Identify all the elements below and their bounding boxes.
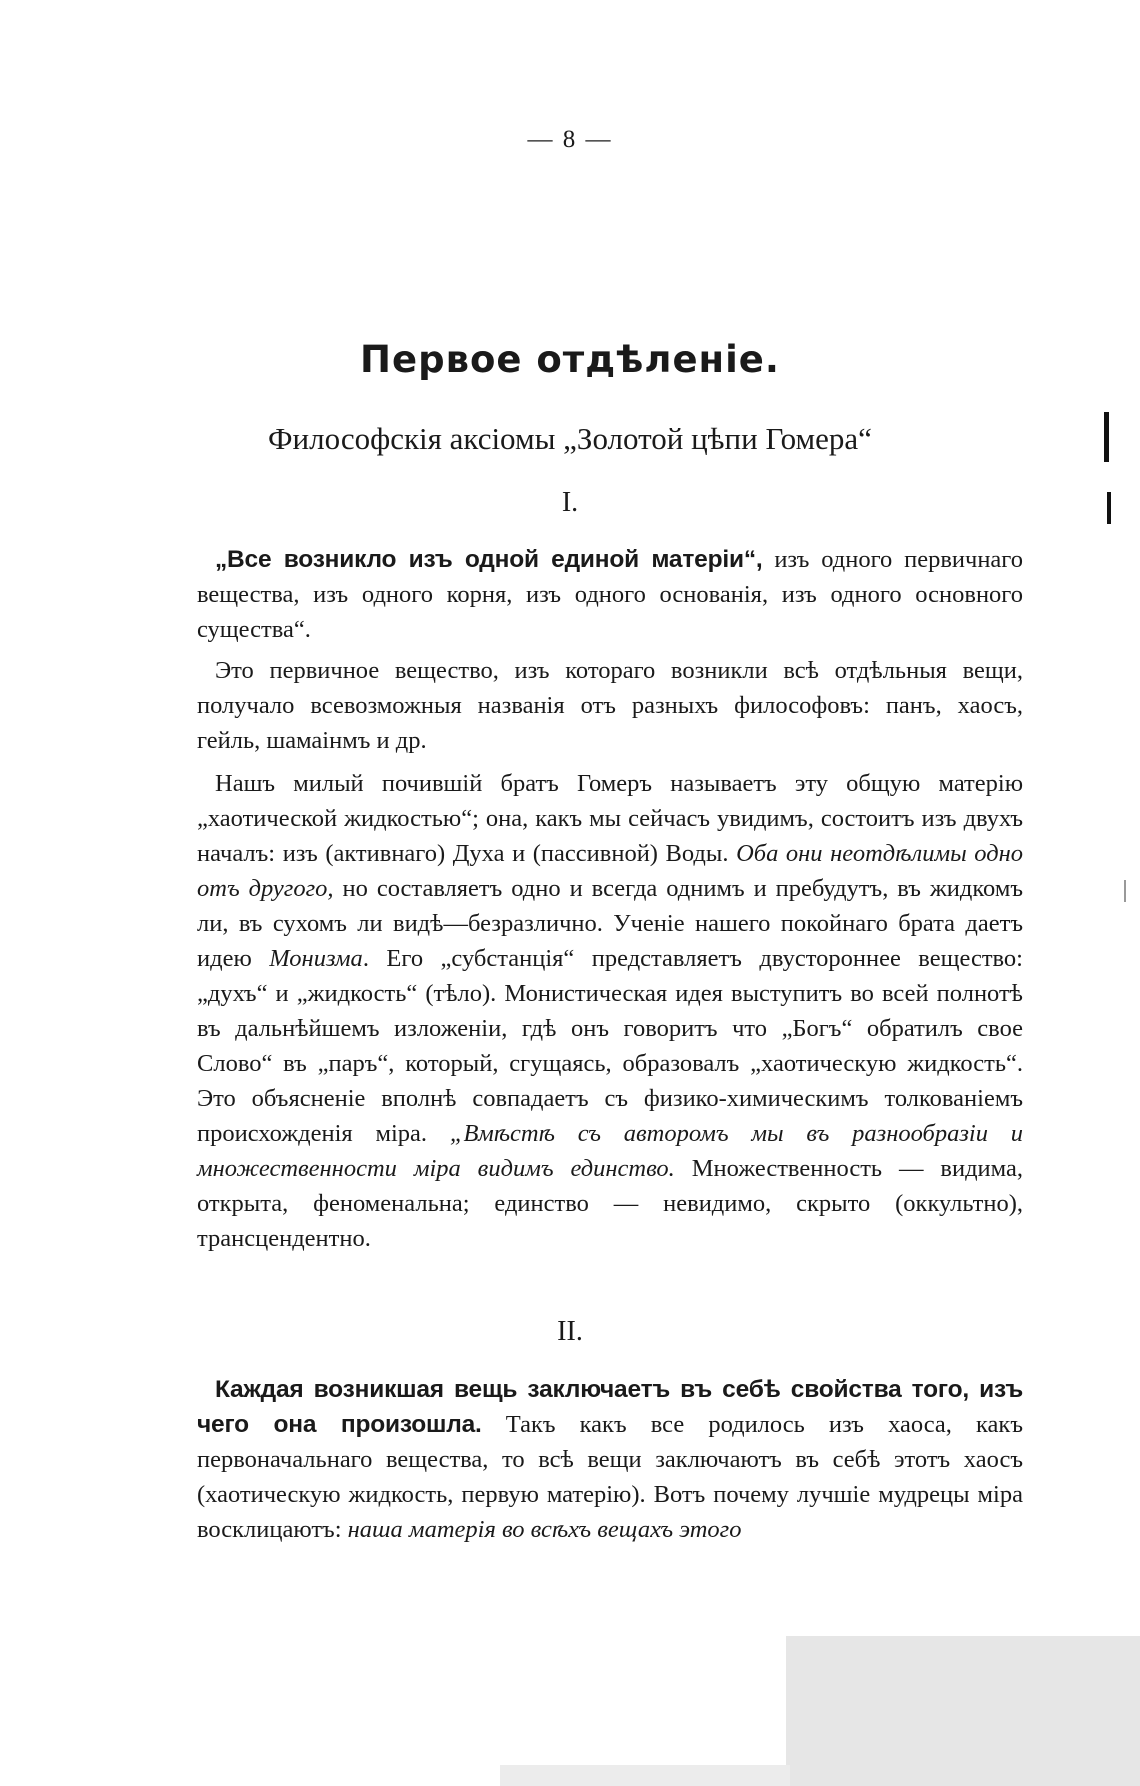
paragraph-4-text: Такъ какъ все родилось изъ хаоса, какъ первоначальнаго вещества, то всѣ вещи заключаютъ въ себѣ этотъ хаосъ (хаотическую жидкость, первую матерію). Вотъ почему лучшіе мудрецы міра восклицаютъ: [197,1411,1023,1543]
paragraph-4 [197,1372,1023,1547]
paragraph-3-text-c: . Его „субстанція“ представляетъ двустороннее вещество: „духъ“ и „жидкость“ (тѣло). Монистическая идея выступитъ во всей полнотѣ въ дальнѣйшемъ изложеніи, гдѣ онъ говоритъ что „Богъ“ обратилъ свое Слово“ въ „паръ“, который, сгущаясь, образовалъ „хаотическую жидкость“. Это объясненіе вполнѣ совпадаетъ съ физико-химическимъ толкованіемъ происхожденія міра. [197,945,1023,1147]
paragraph-1-text: изъ одного первичнаго вещества, изъ одного корня, изъ одного основанія, изъ одного основного существа“. [197,546,1023,643]
section-2-text [197,1372,1023,1547]
section-numeral-1: I. [561,487,579,518]
page-number: — 8 — [527,126,613,153]
paragraph-3-italic-a: Оба они неотдѣлимы одно отъ другого, [197,840,1023,902]
paragraph-3-text-d: Множественность — видима, открыта, феноменальна; единство — невидимо, скрыто (оккультно), трансцендентно. [197,1155,1024,1252]
axiom-1-statement: „Все возникло изъ одной единой матеріи“, [215,546,763,573]
axiom-2-statement: Каждая возникшая вещь заключаетъ въ себѣ свойства того, изъ чего она произошла. [197,1376,1023,1438]
chapter-subtitle: Философскія аксіомы „Золотой цѣпи Гомера“ [268,421,872,456]
paragraph-2: Это первичное вещество, изъ котораго возникли всѣ отдѣльныя вещи, получало всевозможныя названія отъ разныхъ философовъ: панъ, хаосъ, гейль, шамаінмъ и др. [197,657,1023,754]
scan-edge-strip [500,1765,790,1786]
paragraph-3-text-b: но составляетъ одно и всегда однимъ и пребудутъ, въ жидкомъ ли, въ сухомъ ли видѣ—безразлично. Ученіе нашего покойнаго брата даетъ идею [197,875,1023,972]
section-1-text [197,542,1023,1254]
paragraph-3-italic-b: Монизма [269,945,363,972]
scan-edge-shadow [786,1636,1140,1786]
paragraph-4-italic: наша матерія во всѣхъ вещахъ этого [347,1516,742,1543]
chapter-title: Первое отдѣленіе. [360,338,780,381]
paragraph-3-italic-c: „Вмѣстѣ съ авторомъ мы въ разнообразіи и множественности міра видимъ единство. [197,1120,1023,1182]
margin-mark-faint [1124,880,1126,902]
margin-mark-bottom [1107,492,1111,524]
margin-mark-top [1104,412,1109,462]
paragraph-3 [197,766,1023,1256]
section-numeral-2: II. [557,1316,583,1347]
paragraph-1 [197,542,1023,647]
paragraph-3-text-a: Нашъ милый почившій братъ Гомеръ называетъ эту общую матерію „хаотической жидкостью“; она, какъ мы сейчасъ увидимъ, состоитъ изъ двухъ началъ: изъ (активнаго) Духа и (пассивной) Воды. [197,770,1023,867]
